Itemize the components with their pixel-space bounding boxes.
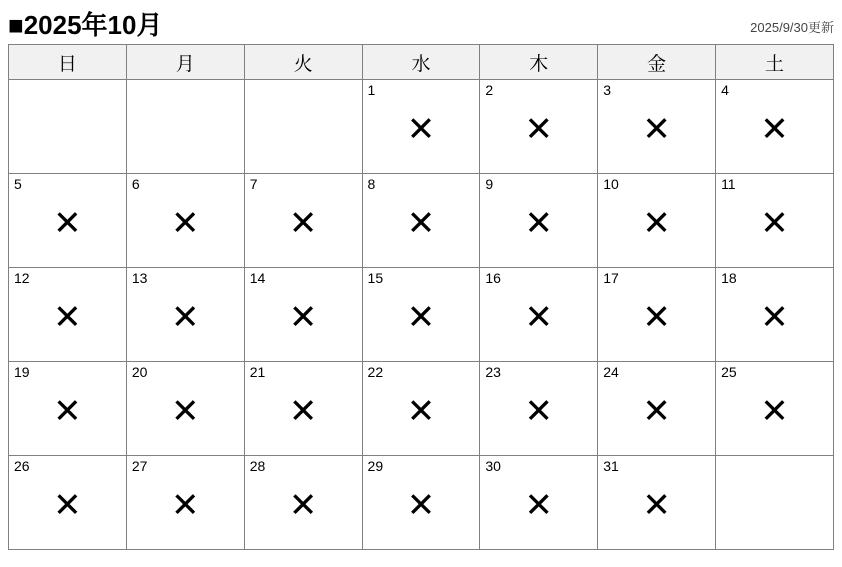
page-title	[8, 10, 162, 40]
day-number: 29	[367, 458, 384, 474]
calendar-day-cell	[362, 268, 480, 362]
day-number: 12	[14, 270, 30, 286]
calendar-day-cell	[598, 174, 716, 268]
closed-mark-icon: ✕	[642, 109, 671, 150]
calendar-week-row	[9, 174, 834, 268]
closed-mark-icon: ✕	[288, 203, 318, 244]
calendar-week-row	[9, 80, 834, 174]
calendar-day-cell	[598, 80, 716, 174]
calendar-day-cell	[716, 362, 834, 456]
day-number: 15	[367, 270, 384, 286]
calendar-day-cell	[244, 456, 362, 550]
day-number: 11	[721, 176, 736, 192]
day-number: 30	[485, 458, 501, 474]
weekday-header-mon: 月	[126, 45, 244, 80]
day-number: 25	[721, 364, 737, 380]
calendar-day-cell	[480, 80, 598, 174]
calendar-week-row	[9, 456, 834, 550]
closed-mark-icon: ✕	[406, 297, 436, 338]
day-number: 2	[485, 82, 494, 98]
closed-mark-icon: ✕	[406, 391, 436, 432]
day-number: 7	[249, 176, 258, 192]
closed-mark-icon: ✕	[642, 485, 671, 526]
day-number: 16	[485, 270, 501, 286]
closed-mark-icon: ✕	[760, 203, 789, 244]
day-number: 6	[131, 176, 140, 192]
day-number: 8	[367, 176, 376, 192]
day-number: 14	[249, 270, 266, 286]
closed-mark-icon: ✕	[406, 109, 436, 150]
day-number: 31	[603, 458, 619, 474]
day-number: 28	[249, 458, 266, 474]
closed-mark-icon: ✕	[53, 203, 82, 244]
closed-mark-icon: ✕	[406, 485, 436, 526]
calendar-table	[8, 44, 834, 550]
closed-mark-icon: ✕	[760, 391, 789, 432]
calendar-day-cell	[126, 456, 244, 550]
calendar-day-cell	[362, 456, 480, 550]
day-number: 5	[14, 176, 22, 192]
page-header	[0, 0, 842, 40]
weekday-header-wed: 水	[362, 45, 480, 80]
calendar-body	[9, 80, 834, 550]
closed-mark-icon: ✕	[53, 391, 82, 432]
calendar-day-cell	[9, 362, 127, 456]
closed-mark-icon: ✕	[524, 297, 554, 338]
calendar-day-cell	[362, 174, 480, 268]
calendar-day-cell	[9, 174, 127, 268]
day-number: 19	[14, 364, 30, 380]
closed-mark-icon: ✕	[288, 485, 318, 526]
calendar-day-cell	[480, 268, 598, 362]
calendar-day-cell	[716, 268, 834, 362]
day-number: 9	[485, 176, 494, 192]
closed-mark-icon: ✕	[642, 203, 671, 244]
updated-date-label: 2025/9/30更新	[750, 20, 834, 35]
closed-mark-icon: ✕	[524, 203, 554, 244]
day-number: 22	[367, 364, 384, 380]
calendar-day-cell	[126, 80, 244, 174]
day-number: 18	[721, 270, 737, 286]
day-number: 26	[14, 458, 30, 474]
calendar-day-cell	[244, 174, 362, 268]
calendar-week-row	[9, 268, 834, 362]
weekday-header-row	[9, 45, 834, 80]
calendar-day-cell	[598, 456, 716, 550]
weekday-header-sun: 日	[9, 45, 127, 80]
calendar-day-cell	[598, 362, 716, 456]
closed-mark-icon: ✕	[524, 485, 554, 526]
closed-mark-icon: ✕	[53, 485, 82, 526]
calendar-day-cell	[362, 80, 480, 174]
closed-mark-icon: ✕	[171, 485, 200, 526]
calendar-day-cell	[362, 362, 480, 456]
day-number: 1	[367, 82, 376, 98]
day-number: 24	[603, 364, 619, 380]
day-number: 13	[131, 270, 148, 286]
calendar-day-cell	[716, 174, 834, 268]
calendar-day-cell	[9, 268, 127, 362]
closed-mark-icon: ✕	[171, 297, 200, 338]
closed-mark-icon: ✕	[171, 203, 200, 244]
closed-mark-icon: ✕	[760, 297, 789, 338]
closed-mark-icon: ✕	[642, 297, 671, 338]
closed-mark-icon: ✕	[53, 297, 82, 338]
closed-mark-icon: ✕	[406, 203, 436, 244]
calendar-day-cell	[126, 268, 244, 362]
calendar-day-cell	[9, 80, 127, 174]
calendar-day-cell	[126, 362, 244, 456]
closed-mark-icon: ✕	[288, 391, 318, 432]
calendar-day-cell	[598, 268, 716, 362]
calendar-week-row	[9, 362, 834, 456]
calendar-day-cell	[244, 268, 362, 362]
weekday-header-thu: 木	[480, 45, 598, 80]
day-number: 10	[603, 176, 619, 192]
calendar-day-cell	[480, 174, 598, 268]
closed-mark-icon: ✕	[524, 391, 554, 432]
calendar-day-cell	[716, 456, 834, 550]
day-number: 20	[131, 364, 148, 380]
day-number: 4	[721, 82, 729, 98]
day-number: 17	[603, 270, 619, 286]
closed-mark-icon: ✕	[171, 391, 200, 432]
calendar-day-cell	[244, 362, 362, 456]
day-number: 23	[485, 364, 501, 380]
weekday-header-fri: 金	[598, 45, 716, 80]
bullet-marker: ■	[8, 10, 24, 40]
calendar-day-cell	[9, 456, 127, 550]
calendar-day-cell	[244, 80, 362, 174]
calendar-day-cell	[716, 80, 834, 174]
closed-mark-icon: ✕	[524, 109, 554, 150]
weekday-header-sat: 土	[716, 45, 834, 80]
calendar-day-cell	[480, 456, 598, 550]
calendar-header-row-group	[9, 45, 834, 80]
calendar-day-cell	[126, 174, 244, 268]
calendar-day-cell	[480, 362, 598, 456]
closed-mark-icon: ✕	[760, 109, 789, 150]
closed-mark-icon: ✕	[642, 391, 671, 432]
page-title-text: 2025年10月	[23, 10, 163, 40]
day-number: 3	[603, 82, 612, 98]
weekday-header-tue: 火	[244, 45, 362, 80]
day-number: 21	[249, 364, 266, 380]
closed-mark-icon: ✕	[288, 297, 318, 338]
day-number: 27	[131, 458, 148, 474]
